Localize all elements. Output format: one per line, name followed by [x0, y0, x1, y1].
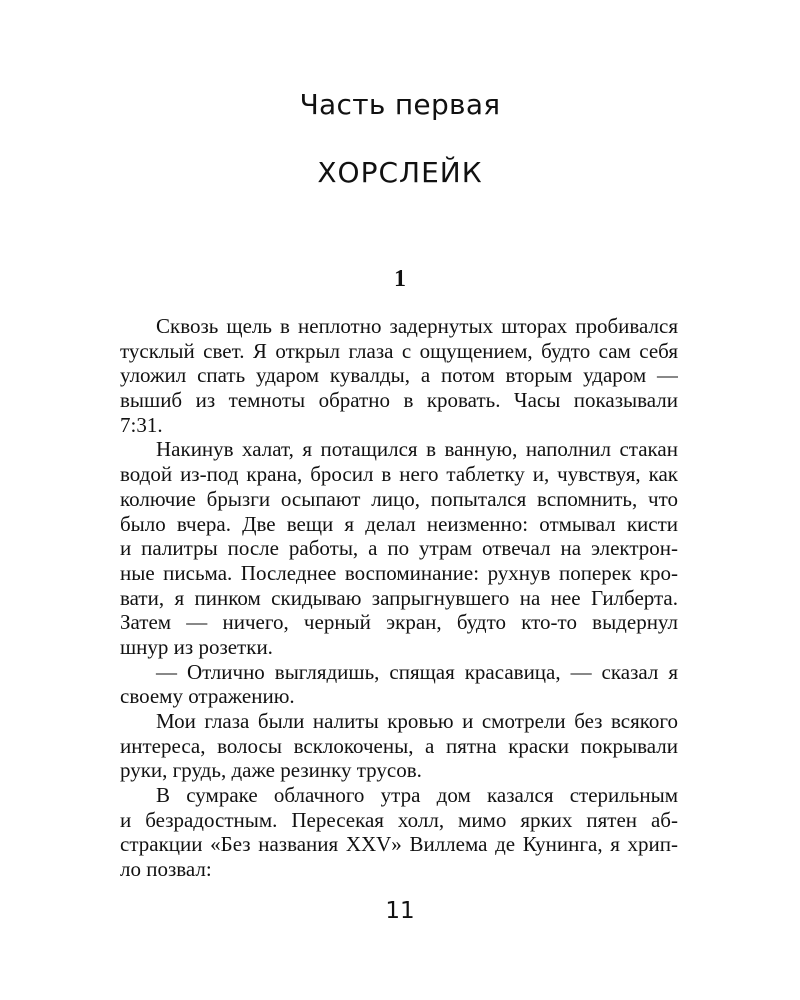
text-line: своему отражению.: [120, 684, 295, 709]
part-title: Часть первая: [299, 88, 501, 121]
text-line: 7:31.: [120, 412, 163, 437]
text-line: уложил спать ударом кувалды, а потом вторым ударом —: [120, 363, 678, 388]
text-line: было вчера. Две вещи я делал неизменно: отмывал кисти: [120, 511, 678, 536]
text-line: водой из-под крана, бросил в него таблетку и, чувствуя, как: [120, 462, 678, 487]
text-line: ло позвал:: [120, 857, 212, 882]
text-line: — Отлично выглядишь, спящая красавица, — сказал я: [156, 659, 678, 684]
text-line: вати, я пинком скидываю запрыгнувшего на нее Гилберта.: [120, 585, 678, 610]
chapter-number: 1: [394, 266, 406, 292]
text-line: тусклый свет. Я открыл глаза с ощущением, будто сам себя: [120, 338, 678, 363]
text-line: ные письма. Последнее воспоминание: рухнув поперек кро-: [120, 560, 678, 585]
text-line: Сквозь щель в неплотно задернутых шторах пробивался: [156, 314, 678, 338]
text-line: В сумраке облачного утра дом казался стерильным: [156, 783, 678, 808]
text-line: и палитры после работы, а по утрам отвечал на электрон-: [120, 536, 678, 561]
text-line: вышиб из темноты обратно в кровать. Часы показывали: [120, 388, 678, 413]
text-line: и безрадостным. Пересекая холл, мимо ярких пятен аб-: [120, 807, 678, 832]
text-line: шнур из розетки.: [120, 634, 273, 659]
text-line: Мои глаза были налиты кровью и смотрели без всякого: [156, 709, 678, 733]
text-line: стракции «Без названия XXV» Виллема де Кунинга, я хрип-: [120, 832, 678, 857]
text-line: Накинув халат, я потащился в ванную, наполнил стакан: [156, 437, 678, 462]
text-line: Затем — ничего, черный экран, будто кто-то выдернул: [120, 610, 678, 635]
text-line: руки, грудь, даже резинку трусов.: [120, 758, 422, 783]
part-name: ХОРСЛЕЙК: [317, 156, 483, 189]
chapter-body: [120, 314, 678, 882]
text-line: колючие брызги осыпают лицо, попытался вспомнить, что: [120, 486, 678, 511]
page-number: 11: [385, 898, 415, 924]
text-line: интереса, волосы всклокочены, а пятна краски покрывали: [120, 733, 678, 758]
